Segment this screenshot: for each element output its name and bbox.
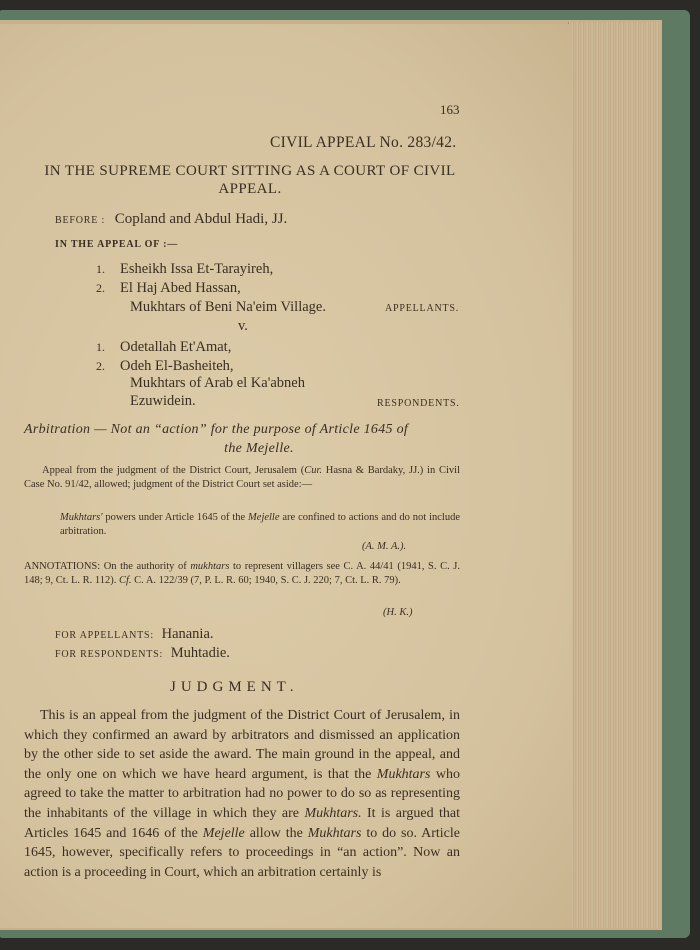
held-mejelle: Mejelle bbox=[248, 512, 280, 523]
held-text-b: are confined to actions and do not include arbitration. bbox=[60, 512, 460, 537]
respondent-2-name: Odeh El-Basheiteh, bbox=[120, 358, 234, 374]
judgment-text-5: to do so. Article 1645, however, specifically refers to proceedings in “an action”. Now an action is a proceeding in Court, which an arbitration certainly is bbox=[24, 825, 460, 880]
held-text-a: powers under Article 1645 of the bbox=[102, 512, 249, 523]
counsel-respondents bbox=[55, 645, 230, 662]
respondent-1-name: Odetallah Et'Amat, bbox=[120, 339, 232, 355]
respondent-2 bbox=[96, 358, 234, 375]
judgment-text-1: This is an appeal from the judgment of the District Court of Jerusalem, in which they confirmed an award by arbitrators and dismissed an application by the other side to set aside the award. The main ground in the appeal, and the only one on which we have heard argument, is that the bbox=[24, 708, 460, 782]
before-label: BEFORE : bbox=[55, 215, 106, 226]
headnote-cur: Cur. bbox=[304, 465, 323, 476]
before-judges: Copland and Abdul Hadi, JJ. bbox=[114, 211, 288, 227]
before-line bbox=[55, 211, 287, 228]
judgment-text-2: who agreed to take the matter to arbitration had no power to do so as representing the inhabitants of the village in which they are bbox=[24, 766, 460, 821]
appellants-description: Mukhtars of Beni Na'eim Village. bbox=[130, 299, 326, 315]
judgment-mejelle: Mejelle bbox=[202, 825, 245, 841]
appeal-of-label: IN THE APPEAL OF :— bbox=[55, 239, 178, 250]
appellant-1-name: Esheikh Issa Et-Tarayireh, bbox=[120, 261, 274, 277]
respondents-description-1: Mukhtars of Arab el Ka'abneh bbox=[130, 375, 305, 391]
headnote-text-a: Appeal from the judgment of the District Court, Jerusalem ( bbox=[42, 465, 305, 476]
respondent-1 bbox=[96, 339, 231, 356]
counsel-appellants-label: FOR APPELLANTS: bbox=[55, 630, 154, 641]
subject-heading bbox=[24, 420, 464, 458]
judgment-mukhtars-2: Mukhtars. bbox=[304, 805, 362, 821]
appeal-number: CIVIL APPEAL No. 283/42. bbox=[270, 134, 457, 151]
appellant-1-num: 1. bbox=[96, 262, 105, 276]
headnote-text-b: Hasna & Bardaky, JJ.) in Civil Case No. 91/42, allowed; judgment of the District Court set aside:— bbox=[24, 465, 460, 490]
judgment-mukhtars-3: Mukhtars bbox=[307, 825, 362, 841]
counsel-respondents-label: FOR RESPONDENTS: bbox=[55, 649, 164, 660]
respondent-2-num: 2. bbox=[96, 359, 105, 373]
initials-1: (A. M. A.). bbox=[362, 541, 407, 552]
appellants-role: APPELLANTS. bbox=[385, 303, 460, 314]
respondents-description-2: Ezuwidein. bbox=[130, 393, 196, 409]
respondents-role: RESPONDENTS. bbox=[377, 398, 460, 409]
judgment-text-4: allow the bbox=[244, 825, 308, 841]
appellant-2 bbox=[96, 280, 241, 297]
respondent-1-num: 1. bbox=[96, 340, 105, 354]
annotations-text-a: ANNOTATIONS: On the authority of bbox=[24, 561, 191, 572]
appellant-2-num: 2. bbox=[96, 281, 105, 295]
annotations bbox=[24, 560, 460, 587]
initials-2: (H. K.) bbox=[383, 607, 413, 618]
judgment-heading: JUDGMENT. bbox=[170, 679, 299, 695]
appellant-2-name: El Haj Abed Hassan, bbox=[120, 280, 241, 296]
headnote bbox=[24, 464, 460, 491]
held bbox=[60, 511, 460, 538]
counsel-appellants-name: Hanania. bbox=[161, 626, 214, 642]
subject-part-2: the Mejelle. bbox=[224, 441, 294, 456]
page-number: 163 bbox=[440, 102, 460, 117]
counsel-respondents-name: Muhtadie. bbox=[170, 645, 230, 661]
appellant-1 bbox=[96, 261, 273, 278]
judgment-mukhtars-1: Mukhtars bbox=[376, 766, 431, 782]
annotations-cf: Cf. bbox=[119, 574, 132, 586]
judgment-body bbox=[24, 706, 460, 882]
annotations-mukhtars: mukhtars bbox=[190, 561, 230, 572]
annotations-text-c: C. A. 122/39 (7, P. L. R. 60; 1940, S. C. J. 220; 7, Ct. L. R. 79). bbox=[131, 574, 401, 586]
judgment-text-3: It is argued that Articles 1645 and 1646 of the bbox=[24, 805, 460, 841]
subject-part-1: Arbitration — Not an “action” for the purpose of Article 1645 of bbox=[24, 422, 409, 437]
court-title: IN THE SUPREME COURT SITTING AS A COURT OF CIVIL APPEAL. bbox=[44, 163, 456, 197]
versus: v. bbox=[238, 318, 248, 334]
held-mukhtars: Mukhtars' bbox=[60, 512, 103, 523]
annotations-text-b: to represent villagers see C. A. 44/41 (1941, S. C. J. 148; 9, Ct. L. R. 112). bbox=[24, 561, 460, 586]
counsel-appellants bbox=[55, 626, 214, 643]
